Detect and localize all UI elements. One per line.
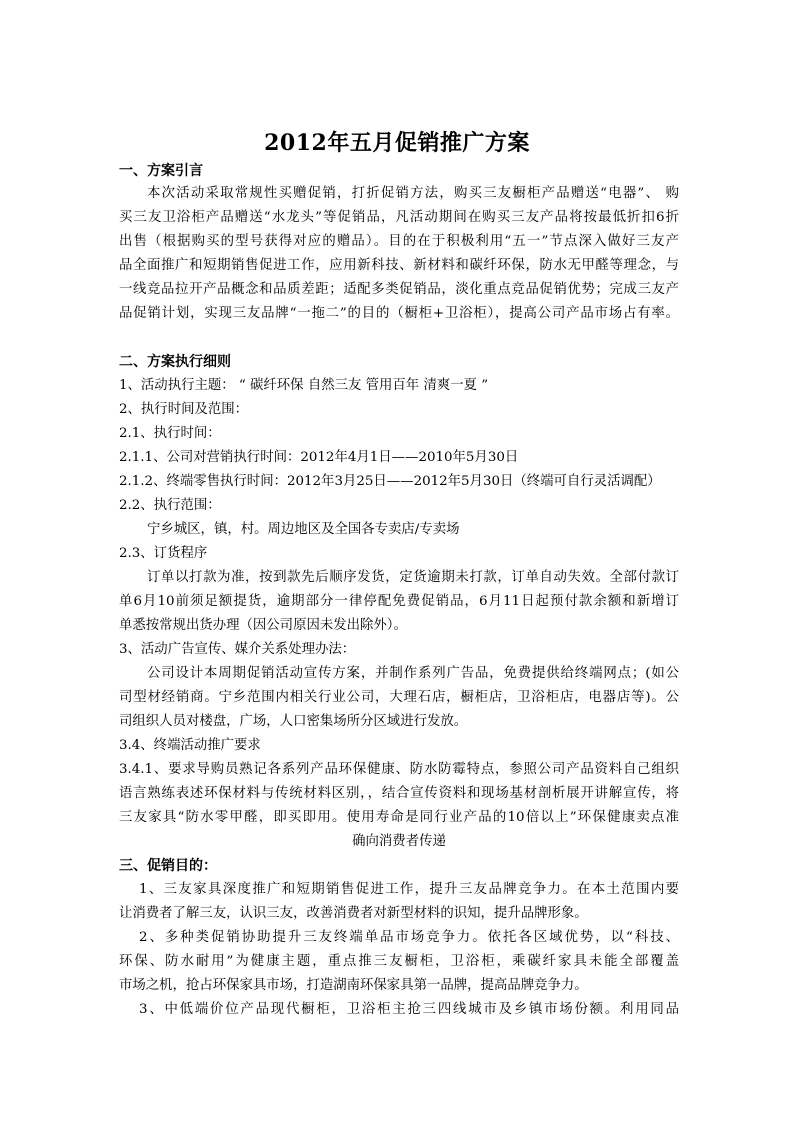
list-item: 3、活动广告宣传、媒介关系处理办法： [119, 642, 356, 657]
document-title: 2012年五月促销推广方案 [264, 130, 530, 156]
list-item: 2.1.1、公司对营销执行时间：2012年4月1日——2010年5月30日 [119, 450, 519, 465]
paragraph-line: 市场之机，抢占环保家具市场，打造湖南环保家具第一品牌，提高品牌竞争力。 [119, 978, 588, 993]
paragraph-line: 宁乡城区，镇，村。周边地区及全国各专卖店/专卖场 [147, 522, 460, 537]
paragraph-line: 3、中低端价位产品现代橱柜，卫浴柜主抢三四线城市及乡镇市场份额。利用同品 [139, 1002, 679, 1017]
paragraph-line: 一线竞品拉开产品概念和品质差距；适配多类促销品，淡化重点竞品促销优势；完成三友产 [119, 282, 679, 297]
paragraph-line: 公司设计本周期促销活动宣传方案，并制作系列广告品，免费提供给终端网点；(如公 [147, 666, 679, 681]
list-item: 2.1.2、终端零售执行时间：2012年3月25日——2012年5月30日（终端可自行灵活调配） [119, 474, 661, 489]
list-item: 2.1、执行时间： [119, 426, 221, 441]
paragraph-line: 出售（根据购买的型号获得对应的赠品）。目的在于积极利用“五一”节点深入做好三友产 [119, 234, 679, 249]
paragraph-line: 1、三友家具深度推广和短期销售促进工作，提升三友品牌竞争力。在本土范围内要 [139, 882, 679, 897]
list-item: 2.3、订货程序 [119, 546, 208, 561]
paragraph-line: 三友家具“防水零甲醛，即买即用。使用寿命是同行业产品的10倍以上”环保健康卖点准 [119, 810, 679, 825]
section-heading-execution: 二、方案执行细则 [119, 354, 231, 370]
list-item: 3.4、终端活动推广要求 [119, 738, 261, 753]
paragraph-line: 品全面推广和短期销售促进工作，应用新科技、新材料和碳纤环保，防水无甲醛等理念，与 [119, 258, 679, 273]
paragraph-line: 环保、防水耐用”为健康主题，重点推三友橱柜，卫浴柜，乘碳纤家具未能全部覆盖 [119, 954, 679, 969]
paragraph-line: 买三友卫浴柜产品赠送“水龙头”等促销品，凡活动期间在购买三友产品将按最低折扣6折 [119, 210, 679, 225]
list-item: 2.2、执行范围： [119, 498, 221, 513]
paragraph-line: 订单以打款为准，按到款先后顺序发货，定货逾期未打款，订单自动失效。全部付款订 [147, 570, 679, 585]
paragraph-line: 司组织人员对楼盘，广场，人口密集场所分区域进行发放。 [119, 714, 468, 729]
theme-line: 1、活动执行主题： “ 碳纤环保 自然三友 管用百年 清爽一夏 ” [119, 378, 489, 393]
paragraph-line: 让消费者了解三友，认识三友，改善消费者对新型材料的识知，提升品牌形象。 [119, 906, 588, 921]
paragraph-line: 确向消费者传递 [352, 834, 446, 849]
paragraph-line: 单悉按常规出货办理（因公司原因未发出除外）。 [119, 618, 407, 633]
section-heading-intro: 一、方案引言 [119, 163, 203, 179]
paragraph-line: 单6月10前须足额提货，逾期部分一律停配免费促销品，6月11日起预付款余额和新增订 [119, 594, 679, 609]
section-heading-purpose: 三、促销目的： [119, 858, 217, 874]
paragraph-line: 3.4.1、要求导购员熟记各系列产品环保健康、防水防霉特点，参照公司产品资料自己组织 [119, 762, 679, 777]
paragraph-line: 司型材经销商。宁乡范围内相关行业公司，大理石店，橱柜店，卫浴柜店，电器店等)。公 [119, 690, 679, 705]
list-item: 2、执行时间及范围： [119, 402, 249, 417]
paragraph-line: 2、多种类促销协助提升三友终端单品市场竞争力。依托各区域优势，以“科技、 [139, 930, 679, 945]
paragraph-line: 品促销计划，实现三友品牌“一拖二”的目的（橱柜+卫浴柜），提高公司产品市场占有率。 [119, 306, 679, 321]
paragraph-line: 语言熟练表述环保材料与传统材料区别，，结合宣传资料和现场基材剖析展开讲解宣传，将 [119, 786, 679, 801]
paragraph-line: 本次活动采取常规性买赠促销，打折促销方法，购买三友橱柜产品赠送“电器”、 购 [147, 186, 679, 201]
